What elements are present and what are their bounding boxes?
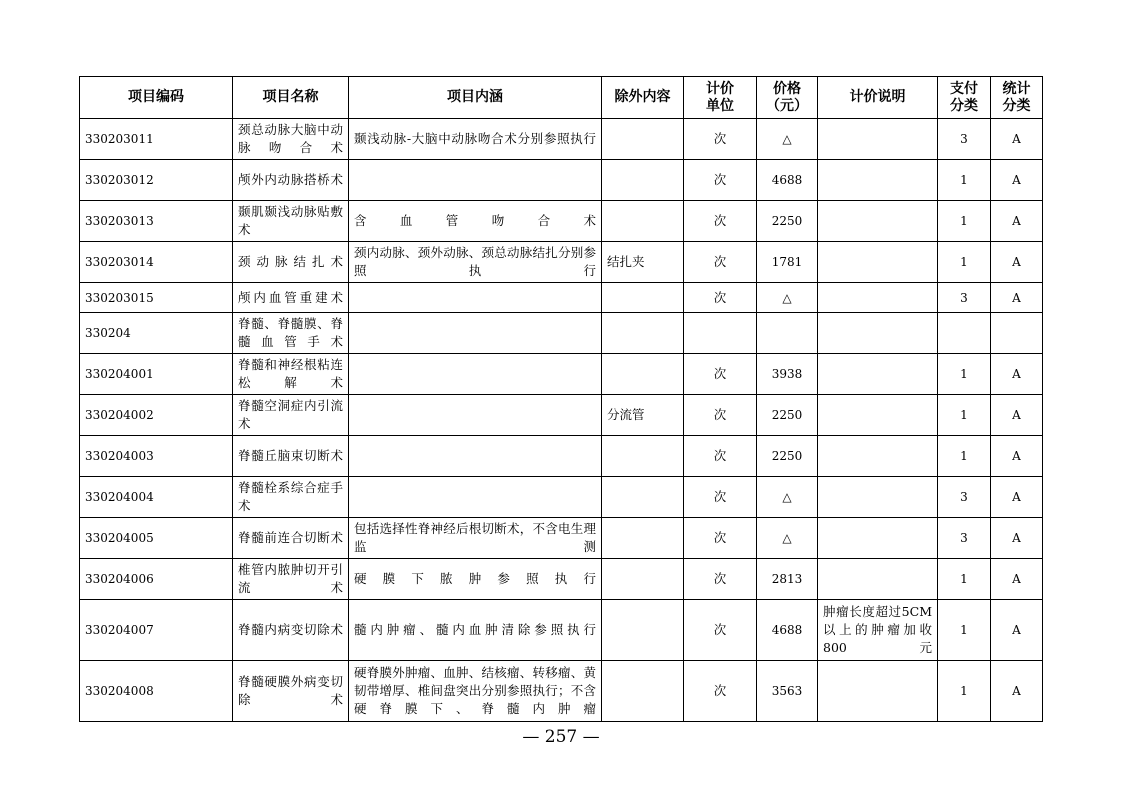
cell-name: 脊髓丘脑束切断术 — [233, 436, 349, 477]
cell-exclude — [602, 201, 684, 242]
cell-exclude — [602, 559, 684, 600]
table-row — [80, 661, 1043, 722]
table-row — [80, 242, 1043, 283]
cell-unit: 次 — [684, 600, 757, 661]
cell-pay: 3 — [938, 119, 991, 160]
cell-unit: 次 — [684, 559, 757, 600]
cell-price: △ — [757, 119, 818, 160]
cell-code: 330204006 — [80, 559, 233, 600]
cell-content: 硬脊膜外肿瘤、血肿、结核瘤、转移瘤、黄韧带增厚、椎间盘突出分别参照执行；不含硬脊膜下、脊髓内肿瘤 — [349, 661, 602, 722]
cell-name: 颅外内动脉搭桥术 — [233, 160, 349, 201]
cell-code: 330204008 — [80, 661, 233, 722]
cell-stat — [991, 313, 1043, 354]
cell-unit: 次 — [684, 160, 757, 201]
cell-stat: A — [991, 354, 1043, 395]
cell-unit: 次 — [684, 354, 757, 395]
cell-name: 脊髓、脊髓膜、脊髓血管手术 — [233, 313, 349, 354]
cell-unit: 次 — [684, 395, 757, 436]
cell-exclude — [602, 518, 684, 559]
cell-code: 330203014 — [80, 242, 233, 283]
cell-code: 330204007 — [80, 600, 233, 661]
header-unit: 计价 单位 — [684, 77, 757, 119]
cell-exclude — [602, 283, 684, 313]
cell-unit — [684, 313, 757, 354]
cell-stat: A — [991, 242, 1043, 283]
cell-name: 脊髓前连合切断术 — [233, 518, 349, 559]
cell-note — [818, 395, 938, 436]
cell-content — [349, 313, 602, 354]
cell-price: 4688 — [757, 160, 818, 201]
cell-pay: 1 — [938, 201, 991, 242]
cell-exclude: 分流管 — [602, 395, 684, 436]
cell-pay: 1 — [938, 559, 991, 600]
cell-pay: 1 — [938, 242, 991, 283]
cell-content — [349, 160, 602, 201]
cell-stat: A — [991, 160, 1043, 201]
cell-note — [818, 119, 938, 160]
table-header-row — [80, 77, 1043, 119]
header-price: 价格 （元） — [757, 77, 818, 119]
cell-code: 330204005 — [80, 518, 233, 559]
cell-name: 脊髓空洞症内引流术 — [233, 395, 349, 436]
cell-note — [818, 518, 938, 559]
cell-note: 肿瘤长度超过5CM以上的肿瘤加收800元 — [818, 600, 938, 661]
cell-name: 颞肌颞浅动脉贴敷术 — [233, 201, 349, 242]
cell-content: 含血管吻合术 — [349, 201, 602, 242]
cell-note — [818, 354, 938, 395]
cell-exclude — [602, 313, 684, 354]
header-exclude: 除外内容 — [602, 77, 684, 119]
cell-stat: A — [991, 283, 1043, 313]
header-content: 项目内涵 — [349, 77, 602, 119]
cell-code: 330204003 — [80, 436, 233, 477]
cell-note — [818, 313, 938, 354]
header-note: 计价说明 — [818, 77, 938, 119]
cell-note — [818, 160, 938, 201]
table-row — [80, 477, 1043, 518]
cell-price: 2250 — [757, 436, 818, 477]
cell-pay: 1 — [938, 661, 991, 722]
table-row — [80, 283, 1043, 313]
cell-note — [818, 436, 938, 477]
cell-price: 1781 — [757, 242, 818, 283]
cell-code: 330204002 — [80, 395, 233, 436]
cell-unit: 次 — [684, 119, 757, 160]
cell-pay: 1 — [938, 600, 991, 661]
cell-code: 330204004 — [80, 477, 233, 518]
cell-stat: A — [991, 395, 1043, 436]
cell-code: 330203015 — [80, 283, 233, 313]
cell-name: 脊髓硬膜外病变切除术 — [233, 661, 349, 722]
cell-name: 脊髓栓系综合症手术 — [233, 477, 349, 518]
cell-note — [818, 201, 938, 242]
cell-exclude — [602, 354, 684, 395]
cell-stat: A — [991, 661, 1043, 722]
cell-code: 330203011 — [80, 119, 233, 160]
table-row — [80, 559, 1043, 600]
cell-price: 2813 — [757, 559, 818, 600]
cell-exclude — [602, 436, 684, 477]
cell-code: 330203012 — [80, 160, 233, 201]
pricing-table — [79, 76, 1043, 722]
table-row — [80, 600, 1043, 661]
cell-pay — [938, 313, 991, 354]
cell-content — [349, 283, 602, 313]
cell-exclude — [602, 661, 684, 722]
cell-pay: 3 — [938, 283, 991, 313]
header-code: 项目编码 — [80, 77, 233, 119]
cell-content: 硬膜下脓肿参照执行 — [349, 559, 602, 600]
cell-content: 髓内肿瘤、髓内血肿清除参照执行 — [349, 600, 602, 661]
cell-price: △ — [757, 477, 818, 518]
table-row — [80, 354, 1043, 395]
cell-price: 4688 — [757, 600, 818, 661]
table-row — [80, 395, 1043, 436]
cell-note — [818, 559, 938, 600]
table-row — [80, 518, 1043, 559]
cell-code: 330204001 — [80, 354, 233, 395]
cell-stat: A — [991, 119, 1043, 160]
cell-stat: A — [991, 477, 1043, 518]
cell-price: △ — [757, 518, 818, 559]
table-row — [80, 436, 1043, 477]
cell-pay: 3 — [938, 477, 991, 518]
cell-pay: 1 — [938, 395, 991, 436]
cell-stat: A — [991, 201, 1043, 242]
page-number: — 257 — — [522, 727, 600, 747]
cell-unit: 次 — [684, 201, 757, 242]
cell-content — [349, 354, 602, 395]
cell-unit: 次 — [684, 518, 757, 559]
cell-stat: A — [991, 518, 1043, 559]
cell-exclude — [602, 600, 684, 661]
header-stat: 统计 分类 — [991, 77, 1043, 119]
cell-name: 颈动脉结扎术 — [233, 242, 349, 283]
cell-price — [757, 313, 818, 354]
table-row — [80, 119, 1043, 160]
cell-price: 2250 — [757, 395, 818, 436]
cell-name: 脊髓和神经根粘连松解术 — [233, 354, 349, 395]
cell-content — [349, 477, 602, 518]
cell-content: 颈内动脉、颈外动脉、颈总动脉结扎分别参照执行 — [349, 242, 602, 283]
cell-exclude: 结扎夹 — [602, 242, 684, 283]
cell-price: 3938 — [757, 354, 818, 395]
cell-pay: 1 — [938, 436, 991, 477]
cell-unit: 次 — [684, 242, 757, 283]
table-row — [80, 313, 1043, 354]
cell-note — [818, 477, 938, 518]
cell-exclude — [602, 119, 684, 160]
cell-exclude — [602, 160, 684, 201]
cell-content: 颞浅动脉-大脑中动脉吻合术分别参照执行 — [349, 119, 602, 160]
cell-note — [818, 661, 938, 722]
cell-name: 颈总动脉大脑中动脉吻合术 — [233, 119, 349, 160]
table-row — [80, 201, 1043, 242]
header-pay: 支付 分类 — [938, 77, 991, 119]
cell-name: 脊髓内病变切除术 — [233, 600, 349, 661]
cell-price: △ — [757, 283, 818, 313]
cell-content — [349, 395, 602, 436]
cell-price: 2250 — [757, 201, 818, 242]
cell-unit: 次 — [684, 661, 757, 722]
cell-content: 包括选择性脊神经后根切断术，不含电生理监测 — [349, 518, 602, 559]
cell-pay: 1 — [938, 354, 991, 395]
cell-pay: 3 — [938, 518, 991, 559]
cell-note — [818, 283, 938, 313]
cell-exclude — [602, 477, 684, 518]
cell-note — [818, 242, 938, 283]
cell-code: 330204 — [80, 313, 233, 354]
cell-pay: 1 — [938, 160, 991, 201]
cell-code: 330203013 — [80, 201, 233, 242]
cell-content — [349, 436, 602, 477]
cell-unit: 次 — [684, 283, 757, 313]
header-name: 项目名称 — [233, 77, 349, 119]
cell-unit: 次 — [684, 477, 757, 518]
table-row — [80, 160, 1043, 201]
cell-stat: A — [991, 600, 1043, 661]
cell-unit: 次 — [684, 436, 757, 477]
cell-name: 颅内血管重建术 — [233, 283, 349, 313]
cell-stat: A — [991, 559, 1043, 600]
cell-price: 3563 — [757, 661, 818, 722]
cell-name: 椎管内脓肿切开引流术 — [233, 559, 349, 600]
cell-stat: A — [991, 436, 1043, 477]
